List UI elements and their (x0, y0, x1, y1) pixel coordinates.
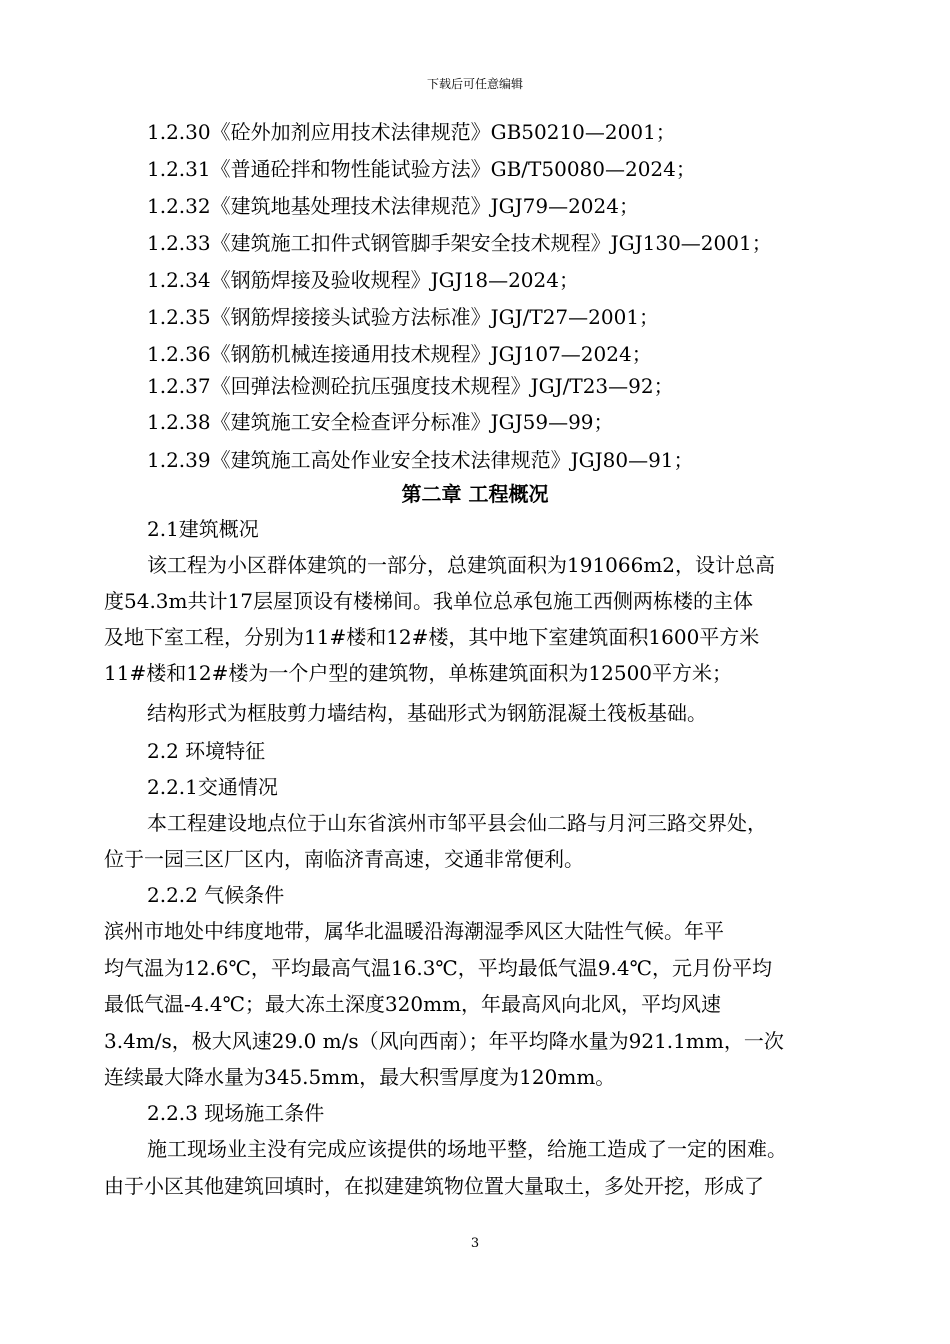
section-heading: 2.2.1交通情况 (147, 775, 278, 799)
body-line: 3.4m/s，极大风速29.0 m/s（风向西南）；年平均降水量为921.1mm，一次 (104, 1029, 784, 1053)
body-line: 及地下室工程，分别为11#楼和12#楼，其中地下室建筑面积1600平方米 (104, 625, 760, 649)
body-line: 位于一园三区厂区内，南临济青高速，交通非常便利。 (104, 847, 584, 871)
body-line: 结构形式为框肢剪力墙结构，基础形式为钢筋混凝土筏板基础。 (147, 701, 707, 725)
body-line: 度54.3m共计17层屋顶设有楼梯间。我单位总承包施工西侧两栋楼的主体 (104, 589, 753, 613)
body-line: 11#楼和12#楼为一个户型的建筑物，单栋建筑面积为12500平方米； (104, 661, 733, 685)
page-number: 3 (470, 1236, 480, 1251)
reference-item: 1.2.33《建筑施工扣件式钢管脚手架安全技术规程》JGJ130—2001； (147, 231, 772, 255)
section-heading: 2.1建筑概况 (147, 517, 259, 541)
body-line: 施工现场业主没有完成应该提供的场地平整，给施工造成了一定的困难。 (147, 1137, 787, 1161)
reference-item: 1.2.37《回弹法检测砼抗压强度技术规程》JGJ/T23—92； (147, 374, 674, 398)
body-line: 连续最大降水量为345.5mm，最大积雪厚度为120mm。 (104, 1065, 616, 1089)
reference-item: 1.2.34《钢筋焊接及验收规程》JGJ18—2024； (147, 268, 579, 292)
body-line: 由于小区其他建筑回填时，在拟建建筑物位置大量取土，多处开挖，形成了 (104, 1174, 764, 1198)
reference-item: 1.2.38《建筑施工安全检查评分标准》JGJ59—99； (147, 410, 614, 434)
section-heading: 2.2.2 气候条件 (147, 883, 285, 907)
body-line: 均气温为12.6℃，平均最高气温16.3℃，平均最低气温9.4℃，元月份平均 (104, 956, 772, 980)
body-line: 该工程为小区群体建筑的一部分，总建筑面积为191066m2，设计总高 (147, 553, 776, 577)
body-line: 本工程建设地点位于山东省滨州市邹平县会仙二路与月河三路交界处， (147, 811, 767, 835)
section-heading: 2.2.3 现场施工条件 (147, 1101, 325, 1125)
body-line: 最低气温-4.4℃；最大冻土深度320mm，年最高风向北风，平均风速 (104, 992, 722, 1016)
chapter-title: 第二章 工程概况 (401, 482, 549, 506)
body-line: 滨州市地处中纬度地带，属华北温暖沿海潮湿季风区大陆性气候。年平 (104, 919, 724, 943)
reference-item: 1.2.35《钢筋焊接接头试验方法标准》JGJ/T27—2001； (147, 305, 660, 329)
header-note: 下载后可任意编辑 (426, 77, 523, 91)
reference-item: 1.2.30《砼外加剂应用技术法律规范》GB50210—2001； (147, 120, 676, 144)
reference-item: 1.2.31《普通砼拌和物性能试验方法》GB/T50080—2024； (147, 157, 696, 181)
reference-item: 1.2.36《钢筋机械连接通用技术规程》JGJ107—2024； (147, 342, 652, 366)
reference-item: 1.2.32《建筑地基处理技术法律规范》JGJ79—2024； (147, 194, 639, 218)
section-heading: 2.2 环境特征 (147, 739, 266, 763)
reference-item: 1.2.39《建筑施工高处作业安全技术法律规范》JGJ80—91； (147, 448, 694, 472)
